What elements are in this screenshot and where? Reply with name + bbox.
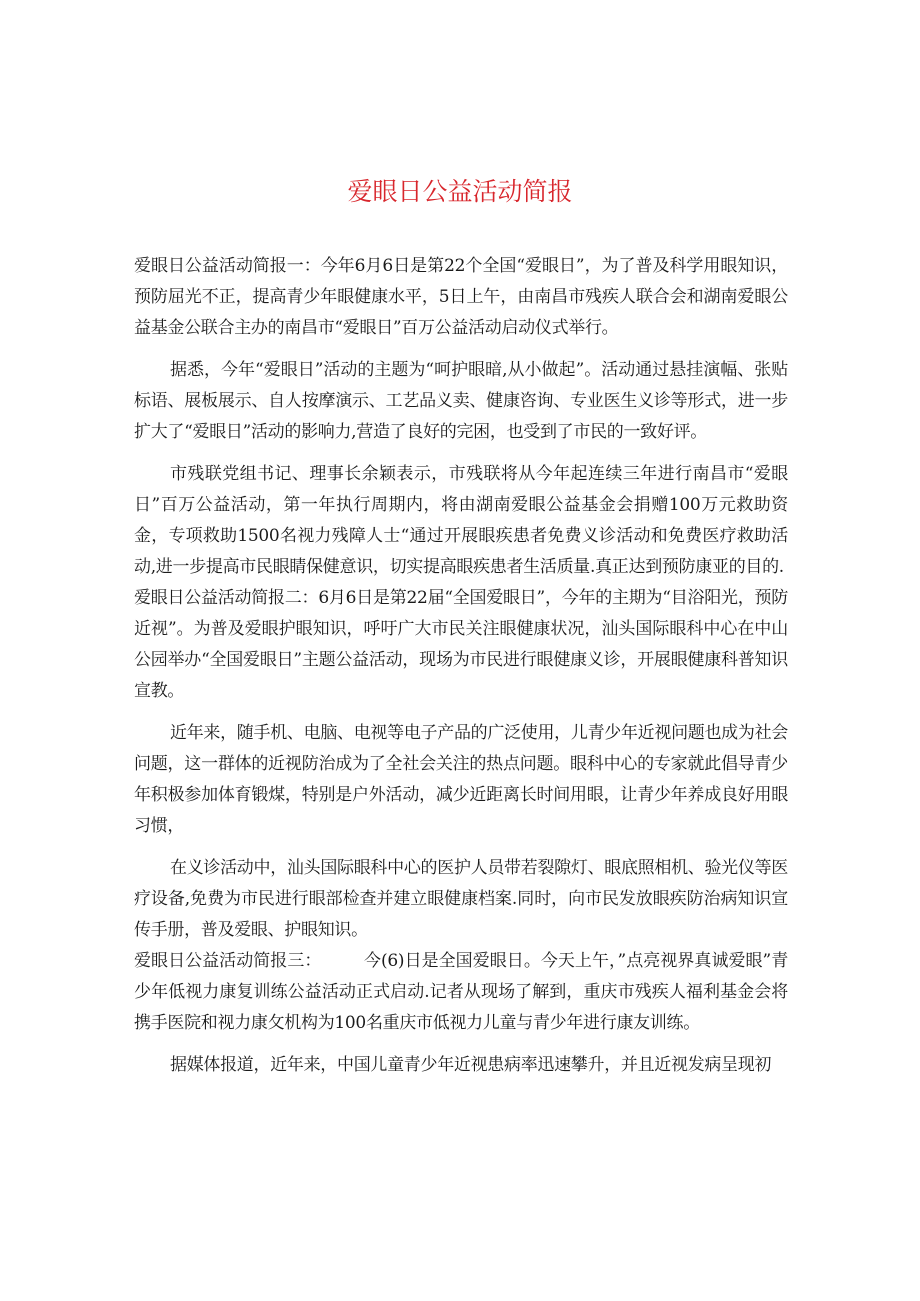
paragraph-myopia-problem: 近年来，随手机、电脑、电视等电子产品的广泛使用，儿青少年近视问题也成为社会问题，这一群体的近视防治成为了全社会关注的热点问题。眼科中心的专家就此倡导青少年积极参加体育锻煤，特别是户外活动，减少近距离长时间用眼，让青少年养成良好用眼习惯，	[134, 723, 788, 836]
paragraph-report-three: 爱眼日公益活动简报三： 今(6)日是全国爱眼日。今天上午，”点亮视界真诚爱眼”青少年低视力康复训练公益活动正式启动.记者从现场了解到，重庆市残疾人福利基金会将携手医院和视力康攵机构为100名重庆市低视力儿童与青少年进行康友训练。	[134, 951, 788, 1033]
document-title: 爱眼日公益活动简报	[347, 177, 573, 206]
paragraph-report-one: 爱眼日公益活动简报一：今年6月6日是第22个全国“爱眼日”，为了普及科学用眼知识，预防屈光不正，提高青少年眼健康水平，5日上午，由南昌市残疾人联合会和湖南爱眼公益基金公联合主办的南昌市“爱眼日”百万公益活动启动仪式举行。	[134, 256, 788, 338]
paragraph-free-clinic: 在义诊活动中，汕头国际眼科中心的医护人员带若裂隙灯、眼底照相机、验光仪等医疗设备,免费为市民进行眼部检查并建立眼健康档案.同时，向市民发放眼疾防治病知识宣传手册，普及爱眼、护眼知识。	[134, 858, 788, 940]
paragraph-theme: 据悉，今年“爱眼日”活动的主题为“呵护眼暗,从小做起”。活动通过悬挂演幅、张贴标语、展板展示、自人按摩演示、工艺品义卖、健康咨询、专业医生义诊等形式，进一步扩大了“爱眼日”活动的影响力,营造了良好的完困，也受到了市民的一致好评。	[134, 360, 788, 442]
document-body	[134, 251, 788, 1081]
paragraph-chairman-statement: 市残联党组书记、理事长余颖表示，市残联将从今年起连续三年进行南昌市“爱眼日”百万公益活动，第一年执行周期内，将由湖南爱眼公益基金会捐赠100万元救助资金，专项救助1500名视力残障人士“通过开展眼疾患者免费义诊活动和免费医疗救助活动,进一步提高市民眼睛保健意识，切实提高眼疾患者生活质量.真正达到预防康亚的目的.	[134, 464, 788, 577]
paragraph-media-report: 据媒体报道，近年来，中国儿童青少年近视患病率迅速攀升，并且近视发病呈现初	[170, 1055, 772, 1075]
paragraph-report-two: 爱眼日公益活动简报二：6月6日是第22届“全国爱眼日”，今年的主期为“目浴阳光，预防近视”。为普及爱眼护眼知识，呼吁广大市民关注眼健康状况，汕头国际眼科中心在中山公园举办“全国爱眼日”主题公益活动，现场为市民进行眼健康义诊，开展眼健康科普知识宣教。	[134, 588, 788, 701]
